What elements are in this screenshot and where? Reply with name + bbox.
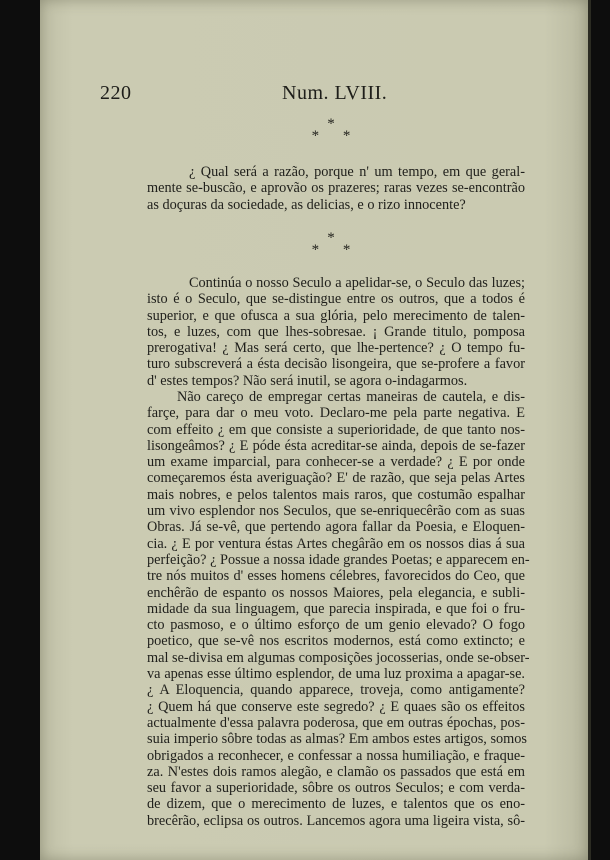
paragraph-line: brecêrão, eclipsa os outros. Lancemos agora uma ligeira vista, sô- <box>147 812 525 829</box>
paragraph-line: d' estes tempos? Não será inutil, se agora o-indagarmos. <box>147 372 468 389</box>
paragraph-line: um vivo esplendor nos Seculos, que se-enriquecêrão com as suas <box>147 503 525 520</box>
paragraph-line: começaremos ésta averiguação? E' de razão, que seja pelas Artes <box>147 470 525 487</box>
paragraph-argument <box>147 389 530 829</box>
paragraph-line: lisongeâmos? ¿ E póde ésta acreditar-se ainda, depois de se-fazer <box>147 437 525 454</box>
paragraph-line: va apenas esse último esplendor, de uma luz proxima a apagar-se. <box>147 666 525 683</box>
paragraph-line: um exame imparcial, para conhecer-se a verdade? ¿ E por onde <box>147 454 525 471</box>
paragraph-line: midade da sua linguagem, que parecia inspirada, e que foi o fru- <box>147 600 525 617</box>
right-page-edge <box>588 0 591 860</box>
paragraph-line: tos, e luzes, com que lhes-sobresae. ¡ Grande titulo, pomposa <box>147 323 525 340</box>
issue-heading: Num. LVIII. <box>282 82 388 104</box>
paragraph-line: actualmente d'essa palavra poderosa, que em outras épochas, pos- <box>147 714 525 731</box>
paragraph-line: superior, e que ofusca a sua glória, pelo merecimento de talen- <box>147 307 525 324</box>
paragraph-line: ¿ A Eloquencia, quando apparece, troveja, como antigamente? <box>147 682 525 699</box>
asterism-ornament-1: * * * <box>311 116 361 144</box>
paragraph-line: farçe, para dar o meu voto. Declaro-me pela parte negativa. E <box>147 405 525 422</box>
paragraph-line: Continúa o nosso Seculo a apelidar-se, o Seculo das luzes; <box>189 275 525 291</box>
paragraph-line: tre nós muitos d' esses homens célebres, favorecidos do Ceo, que <box>147 568 525 585</box>
paragraph-seculo-das-luzes <box>147 275 525 389</box>
paragraph-line: perfeição? ¿ Possue a nossa idade grandes Poetas; e apparecem en- <box>147 551 530 568</box>
paragraph-line: cia. ¿ E por ventura éstas Artes chegârão em os nossos dias á sua <box>147 535 525 552</box>
paragraph-line: prerogativa! ¿ Mas será certo, que lhe-pertence? ¿ O tempo fu- <box>147 340 525 357</box>
paragraph-line: za. N'estes dois ramos alegão, e clamão os passados que está em <box>147 763 525 780</box>
paragraph-line: com effeito ¿ em que consiste a superioridade, de que tanto nos- <box>147 421 525 438</box>
page-number: 220 <box>100 82 132 104</box>
paragraph-line: de dizem, que o merecimento de luzes, e talentos que os eno- <box>147 796 525 813</box>
paragraph-line: ¿ Qual será a razão, porque n' um tempo, em que geral- <box>189 164 525 180</box>
paragraph-line: seu favor a superioridade, sôbre os outros Seculos; e com verda- <box>147 780 525 797</box>
paragraph-line: suia imperio sôbre todas as almas? Em ambos estes artigos, somos <box>147 731 527 748</box>
paragraph-line: mente se-buscão, e aprovão os prazeres; raras vezes se-encontrão <box>147 180 525 197</box>
paragraph-line: mal se-divisa em algumas composições jocosserias, onde se-obser- <box>147 649 530 666</box>
paragraph-line: ¿ Quem há que conserve este segredo? ¿ E quaes são os effeitos <box>147 698 525 715</box>
paragraph-line: mais nobres, e pelos talentos mais raros, que costumão espalhar <box>147 486 525 503</box>
paragraph-line: poetico, que se-vê nos escritos modernos, está como extincto; e <box>147 633 525 650</box>
running-header <box>100 82 520 110</box>
paragraph-line: enchêrão de espanto os nossos Maiores, pela elegancia, e subli- <box>147 584 525 601</box>
paragraph-question <box>147 164 525 213</box>
paragraph-line: isto é o Seculo, que se-distingue entre os outros, que a todos é <box>147 291 525 308</box>
paragraph-line: turo subscreverá a ésta decisão lisongeira, que se-profere a favor <box>147 356 525 373</box>
paragraph-line: obrigados a reconhecer, e confessar a nossa humiliação, e fraque- <box>147 747 525 764</box>
paragraph-line: as doçuras da sociedade, as delicias, e o rizo innocente? <box>147 196 466 213</box>
asterism-ornament-2: * * * <box>311 230 361 258</box>
paragraph-line: Obras. Já se-vê, que pertendo agora fallar da Poesia, e Eloquen- <box>147 519 525 536</box>
paragraph-line: cto pasmoso, e o último esforço de um genio elevado? O fogo <box>147 617 525 634</box>
paragraph-line: Não careço de empregar certas maneiras de cautela, e dis- <box>177 389 525 405</box>
